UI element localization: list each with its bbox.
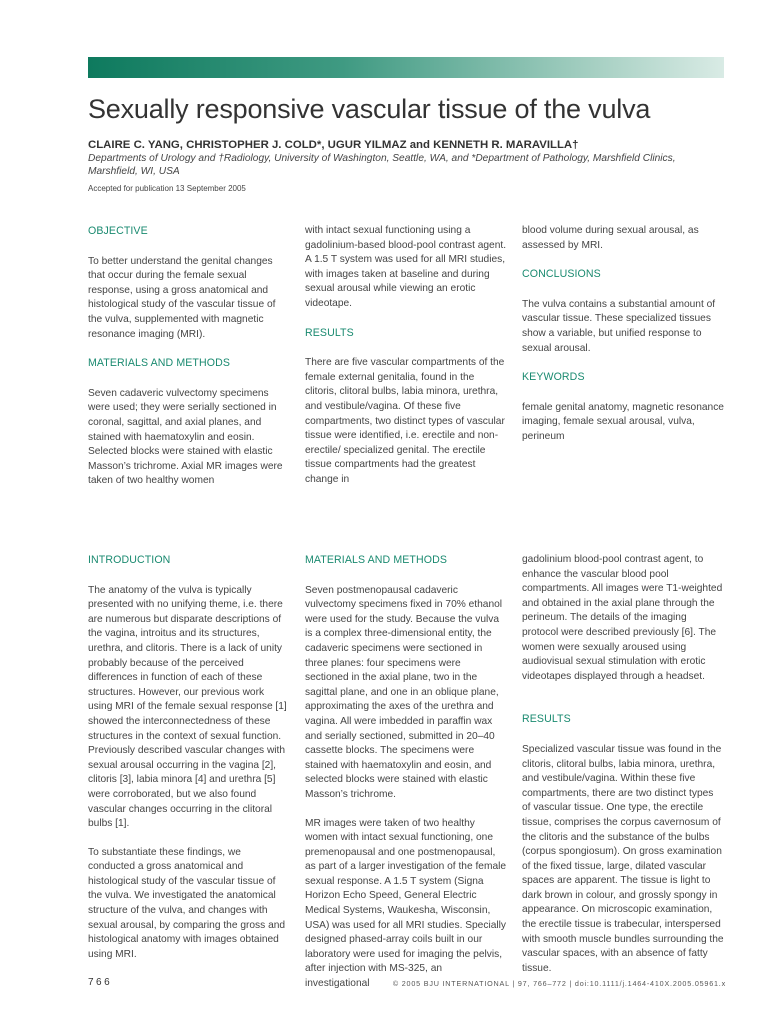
- header-color-bar: [88, 57, 724, 78]
- abstract-column-3: [522, 224, 724, 445]
- page-number: 766: [88, 977, 113, 988]
- results-heading: RESULTS: [522, 713, 571, 726]
- abstract-methods-text: Seven cadaveric vulvectomy specimens were used; they were serially sectioned in coronal, sagittal, and axial planes, and stained with haematoxylin and eosin. Selected blocks were stained with elastic Masson’s trichrome. Axial MR images were taken of two healthy women: [88, 387, 283, 487]
- author-list: CLAIRE C. YANG, CHRISTOPHER J. COLD*, UGUR YILMAZ and KENNETH R. MARAVILLA†: [88, 139, 579, 151]
- abstract-results-heading: RESULTS: [305, 326, 354, 339]
- conclusions-heading: CONCLUSIONS: [522, 268, 601, 281]
- abstract-methods-heading: MATERIALS AND METHODS: [88, 357, 230, 370]
- introduction-paragraph-2: To substantiate these findings, we conducted a gross anatomical and histological study of the vascular tissue of the vulva. We investigated the anatomical structure of the vulva, and changes with sexual arousal, by comparing the gross and histological anatomy with images obtained using MRI.: [88, 846, 286, 960]
- body-column-1: [88, 553, 290, 962]
- objective-heading: OBJECTIVE: [88, 225, 148, 237]
- results-paragraph-1: Specialized vascular tissue was found in the clitoris, clitoral bulbs, labia minora, urethra, and vestibule/vagina. Within these five compartments, there are two distinct types of vascular tissue. One type, the erectile tissue, comprises the corpus cavernosum of the clitoris and the substance of the bulbs (corpus spongiosum). On gross examination of the fixed tissue, large, dilated vascular spaces are apparent. The tissue is light to dark brown in colour, and grossly spongy in appearance. On microscopic examination, the erectile tissue is trabecular, interspersed with smooth muscle bundles surrounding the vascular spaces, with an absence of fatty tissue.: [522, 743, 724, 974]
- introduction-paragraph-1: The anatomy of the vulva is typically presented with no unifying theme, i.e. there are numerous but disparate descriptions of the vagina, introitus and its structures, urethra, and clitoris. There is a lack of unity probably because of the perceived differences in function of each of these structures. However, our previous work using MRI of the female sexual response [1] showed the interconnectedness of these structures in the context of sexual function. Previously described vascular changes with sexual arousal occurring in the vagina [2], clitoris [3], labia minora [4] and urethra [5] were corroborated, but we also found vascular changes occurring in the clitoral bulbs [1].: [88, 584, 287, 830]
- journal-citation: © 2005 BJU INTERNATIONAL | 97, 766–772 | doi:10.1111/j.1464-410X.2005.05961.x: [392, 979, 726, 988]
- keywords-heading: KEYWORDS: [522, 371, 585, 384]
- abstract-methods-text-cont: with intact sexual functioning using a gadolinium-based blood-pool contrast agent. A 1.5 T system was used for all MRI studies, with images taken at baseline and during sexual arousal while viewing an erotic videotape.: [305, 225, 507, 309]
- abstract-results-text-cont: blood volume during sexual arousal, as assessed by MRI.: [522, 225, 699, 251]
- methods-paragraph-2-cont: gadolinium blood-pool contrast agent, to enhance the vascular blood pool compartments. All images were T1-weighted and obtained in the axial plane through the perineum. The details of the imaging protocol were described previously [6]. The women were sexually aroused using audiovisual sexual stimulation with erotic videotapes displayed through a headset.: [522, 554, 723, 682]
- methods-paragraph-2: MR images were taken of two healthy women with intact sexual functioning, one premenopausal and one postmenopausal, as part of a larger investigation of the female sexual response. A 1.5 T system (Signa Horizon Echo Speed, General Electric Medical Systems, Waukesha, Wisconsin, USA) was used for all MRI studies. Specially designed phased-array coils built in our laboratory were used for imaging the pelvis, after injection with MS-325, an investigational: [305, 817, 507, 990]
- abstract-column-1: [88, 224, 290, 489]
- article-title: Sexually responsive vascular tissue of the vulva: [88, 94, 651, 124]
- abstract-results-text: There are five vascular compartments of the female external genitalia, found in the clitoris, clitoral bulbs, labia minora, urethra, and vestibule/vagina. Of these five compartments, two distinct types of vascular tissue were identified, i.e. erectile and non-erectile/ specialized genital. The erectile tissue compartments had the greatest change in: [305, 357, 505, 485]
- introduction-heading: INTRODUCTION: [88, 554, 171, 566]
- affiliations: Departments of Urology and †Radiology, University of Washington, Seattle, WA, and *Department of Pathology, Marshfield Clinics, Marshfield, WI, USA: [88, 153, 676, 177]
- conclusions-text: The vulva contains a substantial amount of vascular tissue. These specialized tissues show a variable, but unified response to sexual arousal.: [522, 298, 716, 354]
- methods-paragraph-1: Seven postmenopausal cadaveric vulvectomy specimens fixed in 70% ethanol were used for the study. Because the vulva is a complex three-dimensional entity, the cadaveric specimens were sectioned in three planes: four specimens were sectioned in the axial plane, two in the sagittal plane, and one in an oblique plane, approximating the axes of the urethra and vagina. All were imbedded in paraffin wax and serially sectioned, submitted in 20–40 cassette blocks. The specimens were stained with haematoxylin and eosin, and selected blocks were stained with elastic Masson’s trichrome.: [305, 584, 503, 800]
- methods-heading: MATERIALS AND METHODS: [305, 554, 447, 566]
- body-column-2: [305, 553, 507, 992]
- objective-text: To better understand the genital changes that occur during the female sexual response, using a gross anatomical and histological study of the vascular tissue of the vulva, supplemented with magnetic resonance imaging (MRI).: [88, 255, 276, 340]
- keywords-text: female genital anatomy, magnetic resonance imaging, female sexual arousal, vulva, perineum: [522, 401, 724, 442]
- accepted-date: Accepted for publication 13 September 2005: [88, 184, 246, 193]
- abstract-column-2: [305, 224, 507, 488]
- body-column-3: [522, 553, 724, 976]
